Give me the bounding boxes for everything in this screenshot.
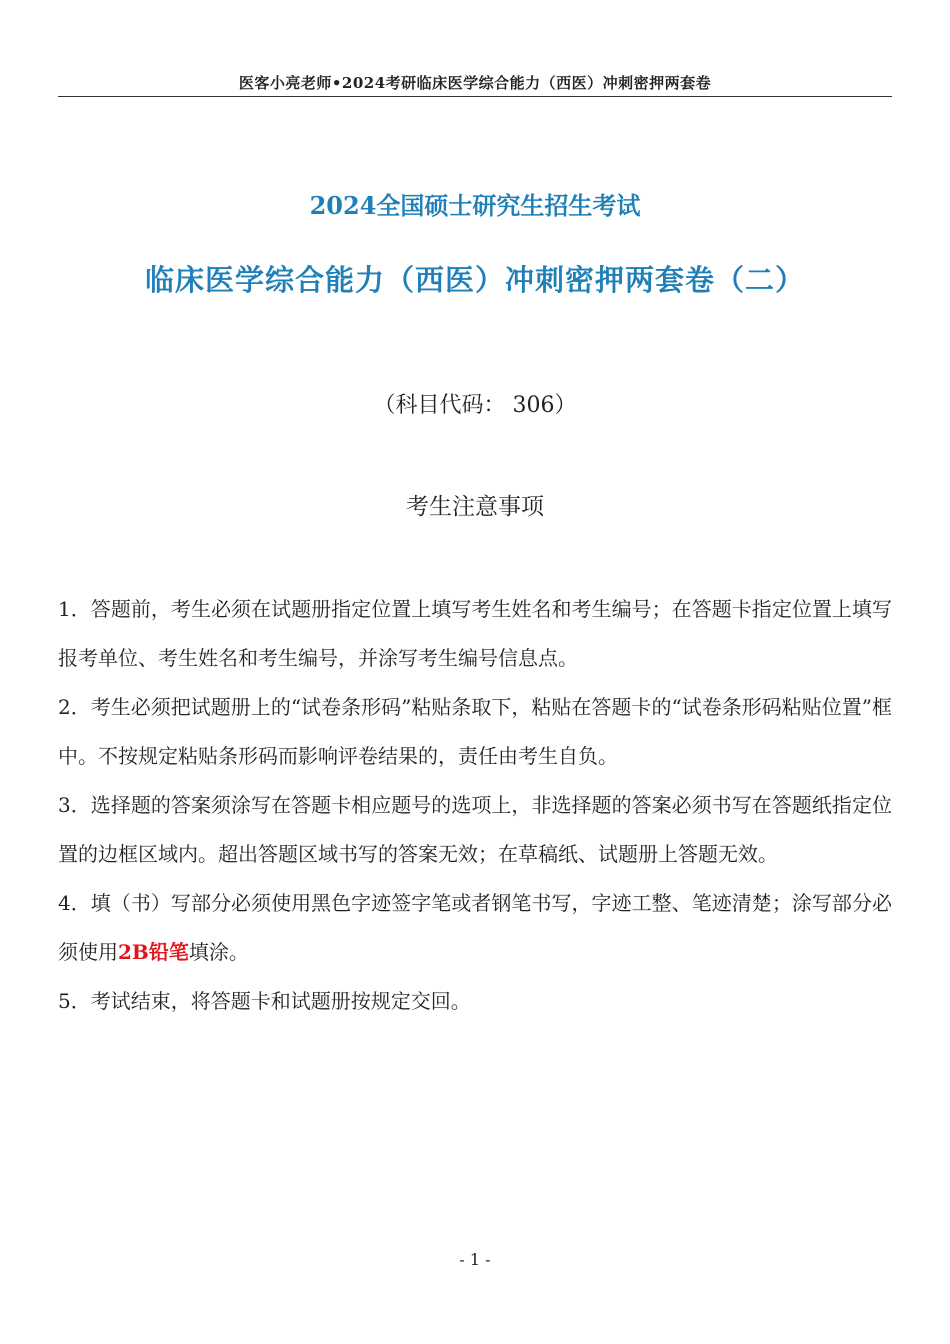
pencil-highlight: 2B铅笔 [118,940,189,964]
paper-title: 临床医学综合能力（西医）冲刺密押两套卷（二） [144,263,805,297]
subject-code: （科目代码： 306） [373,393,577,418]
notice-item-3: 3．选择题的答案须涂写在答题卡相应题号的选项上，非选择题的答案必须书写在答题纸指定位置的边框区域内。超出答题区域书写的答案无效；在草稿纸、试题册上答题无效。 [58,793,892,866]
running-header: 医客小亮老师•2024考研临床医学综合能力（西医）冲刺密押两套卷 [238,74,712,92]
notice-heading: 考生注意事项 [406,494,544,520]
notice-item-4-tail: 填涂。 [188,940,249,964]
notice-item-4 [58,879,892,977]
notice-item-1: 1．答题前，考生必须在试题册指定位置上填写考生姓名和考生编号；在答题卡指定位置上填写报考单位、考生姓名和考生编号，并涂写考生编号信息点。 [58,597,892,670]
notice-list [58,585,892,1026]
page-number: - 1 - [459,1250,491,1269]
notice-item-2: 2．考生必须把试题册上的“试卷条形码”粘贴条取下，粘贴在答题卡的“试卷条形码粘贴位置”框中。不按规定粘贴条形码而影响评卷结果的，责任由考生自负。 [58,695,892,768]
notice-item-4-text: 4．填（书）写部分必须使用黑色字迹签字笔或者钢笔书写，字迹工整、笔迹清楚；涂写部分必须使用 [58,891,892,964]
exam-title: 2024全国硕士研究生招生考试 [309,191,641,220]
header-divider [58,96,892,97]
notice-item-5: 5．考试结束，将答题卡和试题册按规定交回。 [58,989,471,1013]
